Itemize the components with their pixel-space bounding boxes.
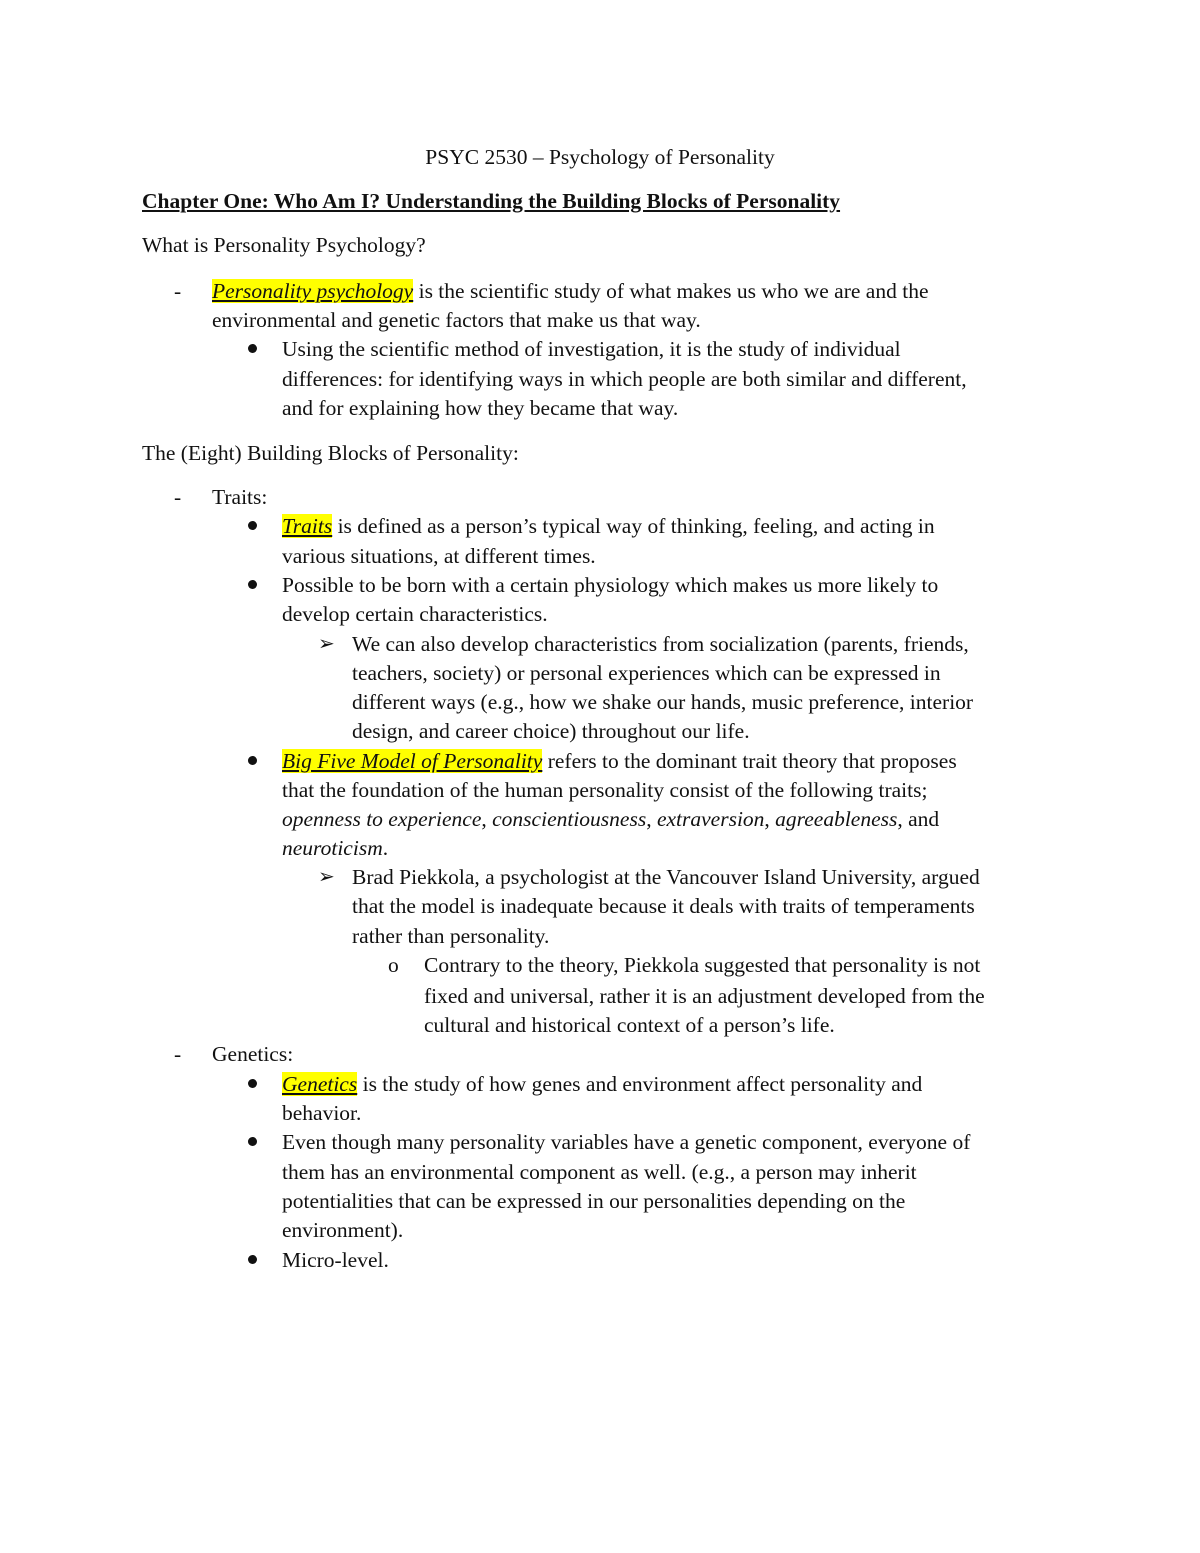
list-item [282,1069,922,1099]
document-title: PSYC 2530 – Psychology of Personality [425,145,775,169]
text-line: Even though many personality variables have a genetic component, everyone of [282,1130,971,1154]
text-span: , and [897,807,940,831]
text-span: , [481,807,493,831]
highlighted-term: Traits [282,514,333,538]
chapter-heading: Chapter One: Who Am I? Understanding the Building Blocks of Personality [142,189,841,213]
text-line: design, and career choice) throughout our life. [352,719,750,743]
highlighted-term: Genetics [282,1072,358,1096]
text-line: Micro-level. [282,1248,389,1272]
text-line: We can also develop characteristics from socialization (parents, friends, [352,632,969,656]
text-line: teachers, society) or personal experiences which can be expressed in [352,661,941,685]
genetics-label: Genetics: [212,1042,294,1066]
trait-agreeableness: agreeableness [775,807,898,831]
text-line: environment). [282,1218,404,1242]
text-line: Brad Piekkola, a psychologist at the Vancouver Island University, argued [352,865,980,889]
dash-bullet: - [174,279,182,303]
trait-list-line [282,804,939,834]
text-span: is the study of how genes and environment affect personality and [357,1072,923,1096]
text-line: and for explaining how they became that way. [282,396,679,420]
trait-list-line [282,833,388,863]
text-line: them has an environmental component as well. (e.g., a person may inherit [282,1160,917,1184]
trait-openness: openness to experience [282,807,482,831]
dash-bullet: - [174,485,182,509]
text-span: is the scientific study of what makes us who we are and the [413,279,929,303]
highlighted-term: Big Five Model of Personality [282,749,543,773]
text-line: rather than personality. [352,924,550,948]
arrow-bullet-icon: ➢ [318,866,335,888]
text-line: Using the scientific method of investigation, it is the study of individual [282,337,901,361]
text-line: various situations, at different times. [282,544,596,568]
trait-extraversion: extraversion [656,807,765,831]
arrow-bullet-icon: ➢ [318,633,335,655]
section-question: What is Personality Psychology? [142,233,426,257]
text-span: refers to the dominant trait theory that proposes [542,749,957,773]
trait-neuroticism: neuroticism [282,836,383,860]
text-span: is defined as a person’s typical way of thinking, feeling, and acting in [332,514,935,538]
text-span: , [646,807,657,831]
text-span: . [382,836,389,860]
text-line: that the foundation of the human personality consist of the following traits; [282,778,928,802]
text-line: Contrary to the theory, Piekkola suggested that personality is not [424,953,981,977]
text-line: environmental and genetic factors that make us that way. [212,308,701,332]
highlighted-term: Personality psychology [212,279,414,303]
text-line: cultural and historical context of a person’s life. [424,1013,835,1037]
text-span: , [764,807,776,831]
section-heading: The (Eight) Building Blocks of Personality: [142,441,519,465]
text-line: behavior. [282,1101,362,1125]
list-item [282,746,957,776]
text-line: potentialities that can be expressed in our personalities depending on the [282,1189,906,1213]
traits-label: Traits: [212,485,268,509]
dash-bullet: - [174,1042,182,1066]
text-line: fixed and universal, rather it is an adjustment developed from the [424,984,985,1008]
list-item [282,511,935,541]
text-line: that the model is inadequate because it deals with traits of temperaments [352,894,975,918]
trait-conscientiousness: conscientiousness [492,807,647,831]
circle-bullet-icon: o [388,953,399,977]
text-line: develop certain characteristics. [282,602,548,626]
text-line: different ways (e.g., how we shake our hands, music preference, interior [352,690,974,714]
text-line: differences: for identifying ways in which people are both similar and different, [282,367,967,391]
text-line: Possible to be born with a certain physiology which makes us more likely to [282,573,939,597]
list-item [212,276,928,306]
